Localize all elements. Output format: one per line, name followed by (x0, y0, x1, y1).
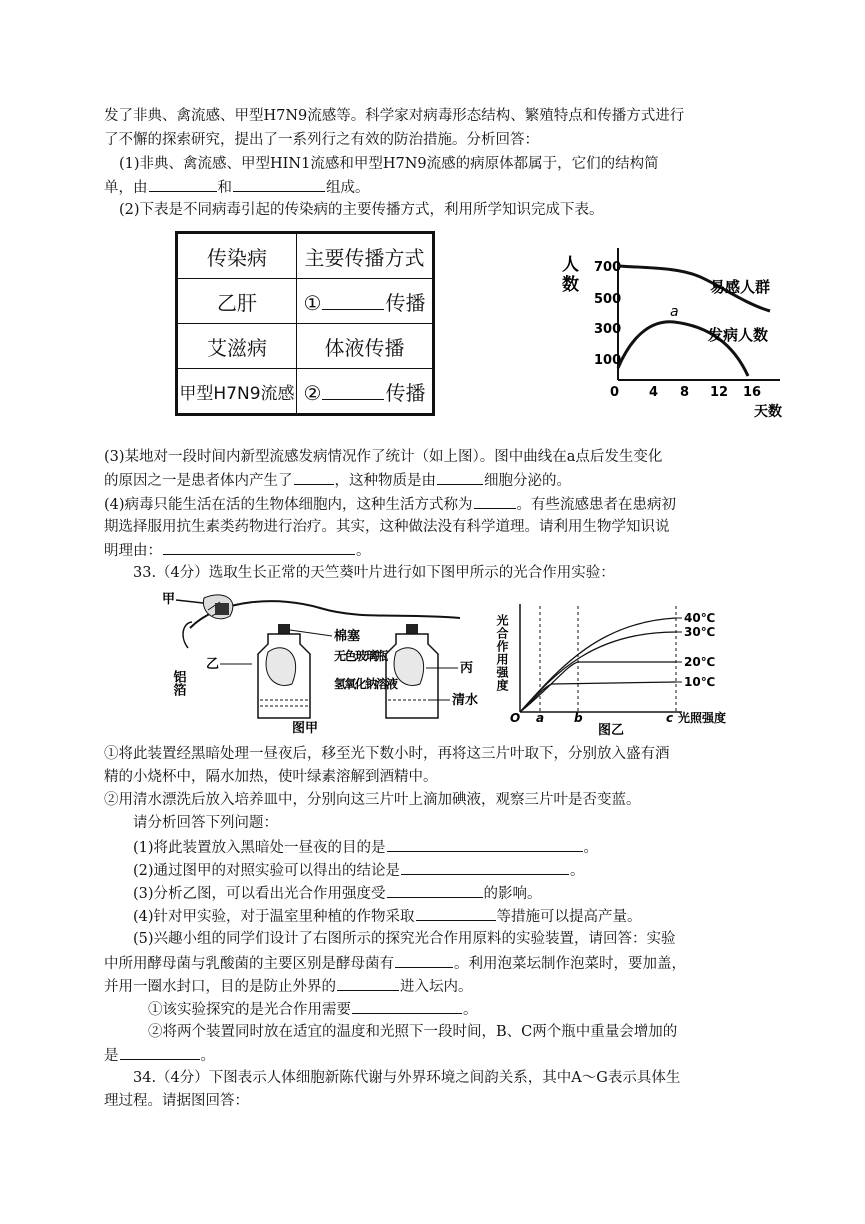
q4-line-3: 明理由： 。 (104, 540, 371, 561)
table-row (177, 324, 434, 369)
q1-line-1: (1)非典、禽流感、甲型HIN1流感和甲型H7N9流感的病原体都属于，它们的结构简 (119, 156, 659, 172)
leaf-bing (394, 648, 424, 686)
answer-blank[interactable] (322, 379, 384, 400)
table-row (177, 369, 434, 415)
caption-jia: 图甲 (292, 721, 319, 736)
ask-text: 请分析回答下列问题： (133, 815, 278, 831)
table-cell: 乙肝 (177, 279, 297, 324)
label-jia: 甲 (162, 592, 176, 607)
graph-ylabel: 光合作用强度 (495, 614, 509, 692)
cotton-plug-2 (406, 624, 418, 634)
sub-q7-a: ②将两个装置同时放在适宜的温度和光照下一段时间，B、C两个瓶中重量会增加的 (148, 1024, 678, 1040)
q2-text: (2)下表是不同病毒引起的传染病的主要传播方式，利用所学知识完成下表。 (119, 202, 604, 218)
answer-blank[interactable] (416, 906, 496, 921)
epidemic-graph (558, 238, 790, 420)
x-label: 天数 (754, 404, 782, 420)
q4-line-1: (4)病毒只能生活在活的生物体细胞内，这种生活方式称为 。有些流感患者在患病初 (104, 494, 676, 515)
answer-blank[interactable] (294, 470, 334, 485)
answer-blank[interactable] (233, 177, 325, 192)
x-tick-c: c (666, 711, 674, 725)
x-tick: 0 (610, 385, 620, 400)
series-40: 40℃ (684, 611, 716, 625)
answer-blank[interactable] (163, 540, 355, 555)
table-cell: ② 传播 (297, 369, 434, 415)
table-cell: 甲型H7N9流感 (177, 369, 297, 415)
label-bottle: 无色玻璃瓶 (334, 649, 388, 663)
answer-blank[interactable] (387, 883, 483, 898)
sub-q6: ①该实验探究的是光合作用需要 。 (148, 999, 478, 1020)
series-label: 易感人群 (710, 278, 771, 296)
q34-line-2: 理过程。请据图回答： (104, 1093, 249, 1109)
curve-30 (520, 632, 676, 712)
x-tick: 16 (743, 385, 762, 400)
answer-blank[interactable] (395, 953, 453, 968)
label-bing: 丙 (460, 661, 474, 676)
sub-q5-c: 并用一圈水封口，目的是防止外界的 进入坛内。 (104, 976, 473, 997)
sub-q1: (1)将此装置放入黑暗处一昼夜的目的是 。 (133, 837, 598, 858)
q1-line-2: 单，由 和 组成。 (104, 177, 370, 198)
answer-blank[interactable] (401, 860, 569, 875)
x-tick-a: a (536, 711, 545, 725)
answer-blank[interactable] (149, 177, 217, 192)
answer-blank[interactable] (437, 470, 483, 485)
table-cell: 艾滋病 (177, 324, 297, 369)
sub-q7-b: 是 。 (104, 1045, 215, 1066)
sub-q4: (4)针对甲实验，对于温室里种植的作物采取 等措施可以提高产量。 (133, 906, 642, 927)
x-origin: O (510, 711, 521, 725)
table-cell: 体液传播 (297, 324, 434, 369)
leaf-yi (266, 648, 296, 686)
step-1b: 精的小烧杯中，隔水加热，使叶绿素溶解到酒精中。 (104, 769, 438, 785)
answer-blank[interactable] (352, 999, 462, 1014)
q3-line-1: (3)某地对一段时间内新型流感发病情况作了统计（如上图）。图中曲线在a点后发生变化 (104, 449, 663, 465)
y-tick: 500 (594, 292, 622, 307)
x-tick: 8 (680, 385, 690, 400)
table-header: 传染病 (177, 233, 297, 279)
q4-line-2: 期选择服用抗生素类药物进行治疗。其实，这种做法没有科学道理。请利用生物学知识说 (104, 519, 670, 535)
table-row (177, 279, 434, 324)
table-cell: ① 传播 (297, 279, 434, 324)
answer-blank[interactable] (474, 494, 516, 509)
step-1a: ①将此装置经黑暗处理一昼夜后，移至光下数小时，再将这三片叶取下，分别放入盛有酒 (104, 746, 670, 762)
point-label: a (670, 304, 679, 320)
experiment-apparatus (160, 588, 490, 734)
table-row (177, 233, 434, 279)
q34-line-1: 34.（4分）下图表示人体细胞新陈代谢与外界环境之间韵关系，其中A～G表示具体生 (133, 1070, 681, 1086)
x-label: 光照强度 (678, 711, 727, 725)
series-30: 30℃ (684, 625, 716, 639)
x-tick: 12 (710, 385, 729, 400)
sub-q2: (2)通过图甲的对照实验可以得出的结论是 。 (133, 860, 585, 881)
answer-blank[interactable] (120, 1045, 200, 1060)
q33-title: 33.（4分）选取生长正常的天竺葵叶片进行如下图甲所示的光合作用实验： (133, 565, 615, 581)
answer-blank[interactable] (387, 837, 583, 852)
graph-ylabel: 数 (562, 275, 579, 295)
sub-q5-a: (5)兴趣小组的同学们设计了右图所示的探究光合作用原料的实验装置，请回答：实验 (133, 931, 676, 947)
sub-q3: (3)分析乙图，可以看出光合作用强度受 的影响。 (133, 883, 542, 904)
photosynthesis-graph (495, 600, 763, 738)
answer-blank[interactable] (337, 976, 399, 991)
series-10: 10℃ (684, 675, 716, 689)
y-tick: 100 (594, 353, 622, 368)
intro-line-2: 了不懈的探索研究，提出了一系列行之有效的防治措施。分析回答： (104, 132, 539, 148)
cotton-plug (278, 624, 290, 634)
intro-line-1: 发了非典、禽流感、甲型H7N9流感等。科学家对病毒形态结构、繁殖特点和传播方式进行 (104, 108, 685, 124)
y-tick: 700 (594, 260, 622, 275)
series-20: 20℃ (684, 655, 716, 669)
label-cotton: 棉塞 (334, 629, 361, 644)
transmission-table (175, 231, 435, 416)
foil (215, 603, 229, 615)
sub-q5-b: 中所用酵母菌与乳酸菌的主要区别是酵母菌有 。利用泡菜坛制作泡菜时，要加盖， (104, 953, 686, 974)
label-foil: 铝箔 (170, 670, 186, 696)
series-label: 发病人数 (708, 326, 769, 344)
curve-40 (520, 618, 676, 712)
step-2: ②用清水漂洗后放入培养皿中，分别向这三片叶上滴加碘液，观察三片叶是否变蓝。 (104, 792, 641, 808)
caption-yi: 图乙 (598, 723, 625, 738)
label-naoh: 氢氧化钠溶液 (334, 677, 398, 691)
x-tick: 4 (649, 385, 659, 400)
x-tick-b: b (574, 711, 583, 725)
answer-blank[interactable] (322, 289, 384, 310)
graph-ylabel: 人 (562, 255, 579, 275)
label-yi: 乙 (206, 657, 220, 672)
y-tick: 300 (594, 322, 622, 337)
table-header: 主要传播方式 (297, 233, 434, 279)
label-water: 清水 (452, 693, 479, 708)
q3-line-2: 的原因之一是患者体内产生了 ，这种物质是由 细胞分泌的。 (104, 470, 571, 491)
